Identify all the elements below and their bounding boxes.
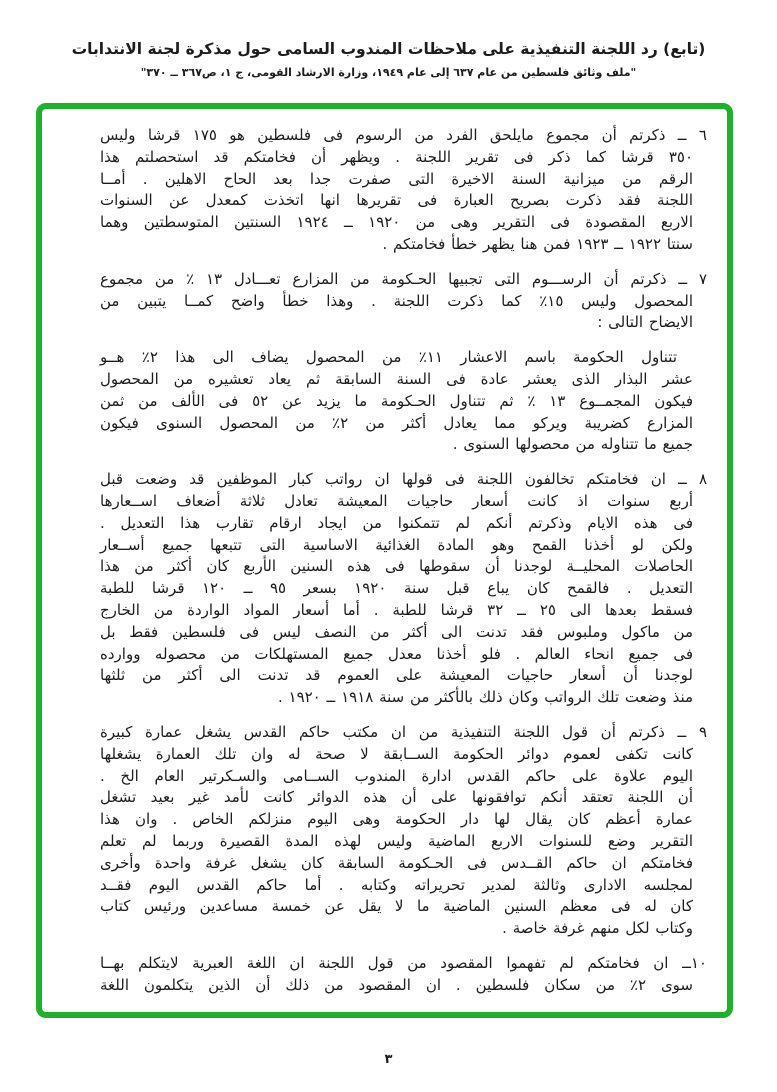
text-line: سوى ٢٪ من سكان فلسطين . ان المقصود من ذلك أن الذين يتكلمون اللغة — [100, 975, 694, 994]
paragraph-7 — [100, 269, 707, 334]
page-number: ٣ — [384, 1052, 393, 1067]
text-line: التعديل . فالقمح كان يباع قبل سنة ١٩٢٠ بسعر ٩٥ ــ ١٢٠ قرشا للطبة — [100, 579, 693, 598]
text-line: فسقط بعدها الى ٢٥ ــ ٣٢ قرشا للطبة . أما أسعار المواد الواردة من الخارج — [100, 600, 694, 619]
text-line: الاربع المقصودة فى التقرير وهى من ١٩٢٠ ــ ١٩٢٤ السنتين المتوسطتين وهما — [100, 213, 694, 232]
paragraph-text — [100, 125, 707, 256]
text-line: الحاصلات المحليــة لوجدنا أن سقوطها فى هذه السنين الأربع كان أكثر من هذا — [100, 557, 693, 576]
text-line: الايضاح التالى : — [597, 313, 693, 332]
text-line: ٣٥٠ قرشا كما ذكر فى تقرير اللجنة . ويظهر أن فخامتكم قد استحصلتم هذا — [100, 147, 693, 166]
document-title: (تابع) رد اللجنة التنفيذية على ملاحظات المندوب السامى حول مذكرة لجنة الانتدابات — [71, 40, 706, 58]
text-line: كان له فى معظم السنين الماضية ما لا يقل عن خمسة مساعدين ورئيس كتاب — [100, 897, 693, 916]
paragraph-10 — [100, 953, 707, 997]
text-line: ولكن لو أخذنا القمح وهو المادة الغذائية الاساسية التى تتبعها جميع أســعار — [100, 535, 693, 554]
page-footer — [0, 1048, 777, 1067]
text-line: فخامتكم ان حاكم القــدس فى الحـكومة السابقة كان يشغل غرفة واحدة وأخرى — [100, 853, 693, 872]
text-line: جميع ما تتناوله من محصولها السنوى . — [452, 435, 693, 454]
text-line: أربع سنوات اذ كانت أسعار حاجيات المعيشة تعادل ثلاثة أضعاف اســعارها — [100, 491, 693, 510]
text-line: التقرير وضع للسنوات الاربع الماضية وليس لهذه المدة القصيرة وربما لم تعلم — [100, 831, 693, 850]
text-line: ٧ ــ ذكرتم أن الرســـوم التى تجبيها الحـكومة من المزارع تعـــادل ١٣ ٪ من مجموع — [100, 269, 708, 288]
text-line: كانت تكفى لعموم دوائر الحكومة الســابقة لا صحة له وان تلك العمارة يشغلها — [100, 744, 693, 763]
text-line: ٨ ــ ان فخامتكم تخالفون اللجنة فى قولها ان رواتب كبار الموظفين قد وضعت قبل — [100, 470, 707, 489]
paragraph-text — [100, 953, 707, 997]
text-line: ٦ ــ ذكرتم أن مجموع مايلحق الفرد من الرسوم فى فلسطين هو ١٧٥ قرشا وليس — [100, 126, 707, 144]
text-line: تتناول الحكومة باسم الاعشار ١١٪ من المحصول يضاف الى هذا ٢٪ هــو — [100, 348, 678, 367]
paragraph-7-explanation — [100, 347, 707, 456]
text-line: المزارع كضريبة ويركو مما يعادل أكثر من ٢٪ من المحصول السنوى فيكون — [100, 413, 694, 432]
text-line: لمجلسه الادارى وثالثة لمدير تحريراته وكتابه . أما حاكم القدس اليوم فقــد — [100, 875, 693, 894]
text-line: ١٠ــ ان فخامتكم لم تفهموا المقصود من قول اللجنة ان اللغة العبرية لايتكلم بهــا — [100, 953, 707, 972]
text-line: ٩ ــ ذكرتم أن قول اللجنة التنفيذية من ان مكتب حاكم القدس يشغل عمارة كبيرة — [100, 722, 707, 741]
text-line: اليوم علاوة على حاكم القدس ادارة المندوب الســامى والسـكرتير العام الخ . — [100, 766, 693, 785]
document-source-citation: "ملف وثائق فلسطين من عام ٦٣٧ إلى عام ١٩٤٩، وزارة الارشاد القومى، ج ١، ص٣٦٧ ــ ٣٧٠" — [140, 66, 637, 79]
text-line: أن اللجنة تعتقد أنكم توافقونها على أن هذه الدوائر كانت لأمد غير بعيد تشغل — [100, 788, 693, 807]
text-line: عشر البذار الذى يعشر عادة فى السنة السابقة ثم يعاد تعشيره من المحصول — [100, 369, 693, 388]
text-line: من ماكول وملبوس فقد تدنت الى أكثر من النصف ليس فى فلسطين فقط بل — [100, 622, 693, 641]
paragraph-6 — [100, 125, 707, 256]
text-line: وكتاب لكل منهم غرفة خاصة . — [502, 919, 693, 938]
text-line: اللجنة فقد ذكرت بصريح العبارة فى تقريرها انها اتخذت كمعدل عن السنوات — [100, 191, 693, 210]
page-header — [0, 0, 777, 81]
text-line: عمارة أعظم كان يقال لها دار الحكومة وهى اليوم منزلكم الخاص . وان هذا — [100, 810, 693, 829]
text-line: سنتا ١٩٢٢ ــ ١٩٢٣ فمن هنا يظهر خطأ فخامتكم . — [382, 234, 693, 253]
text-line: فيكون المجمــوع ١٣ ٪ ثم تتناول الحـكومة ما يزيد عن ٥٢ فى الألف من ثمن — [100, 391, 693, 410]
text-line: منذ وضعت تلك الرواتب وكان ذلك بالأكثر من سنة ١٩١٨ ــ ١٩٢٠ . — [277, 688, 693, 707]
document-body — [42, 109, 727, 996]
paragraph-9 — [100, 722, 707, 940]
annotation-border-box — [36, 103, 733, 1018]
paragraph-text — [100, 722, 707, 940]
text-line: الرقم من ميزانية السنة الاخيرة التى صفرت جدا بعد الحاح الاهلين . أمــا — [100, 169, 693, 188]
paragraph-8 — [100, 469, 707, 709]
paragraph-text — [100, 269, 707, 334]
paragraph-text — [100, 469, 707, 709]
text-line: فى جميع انحاء العالم . فلو أخذنا معدل جميع المستهلكات من محصوله ووارده — [100, 644, 693, 663]
text-line: المحصول وليس ١٥٪ كما ذكرت اللجنة . وهذا خطأ واضح كمــا يتبين من — [100, 291, 693, 310]
text-line: فى هذه الايام وذكرتم أنكم لم تتمكنوا من ايجاد ارقام تقارب هذا التعديل . — [100, 513, 693, 532]
text-line: لوجدنا أن أسعار حاجيات المعيشة على العموم قد تدنت الى أكثر من ثلثها — [100, 666, 693, 685]
paragraph-text — [100, 347, 707, 456]
